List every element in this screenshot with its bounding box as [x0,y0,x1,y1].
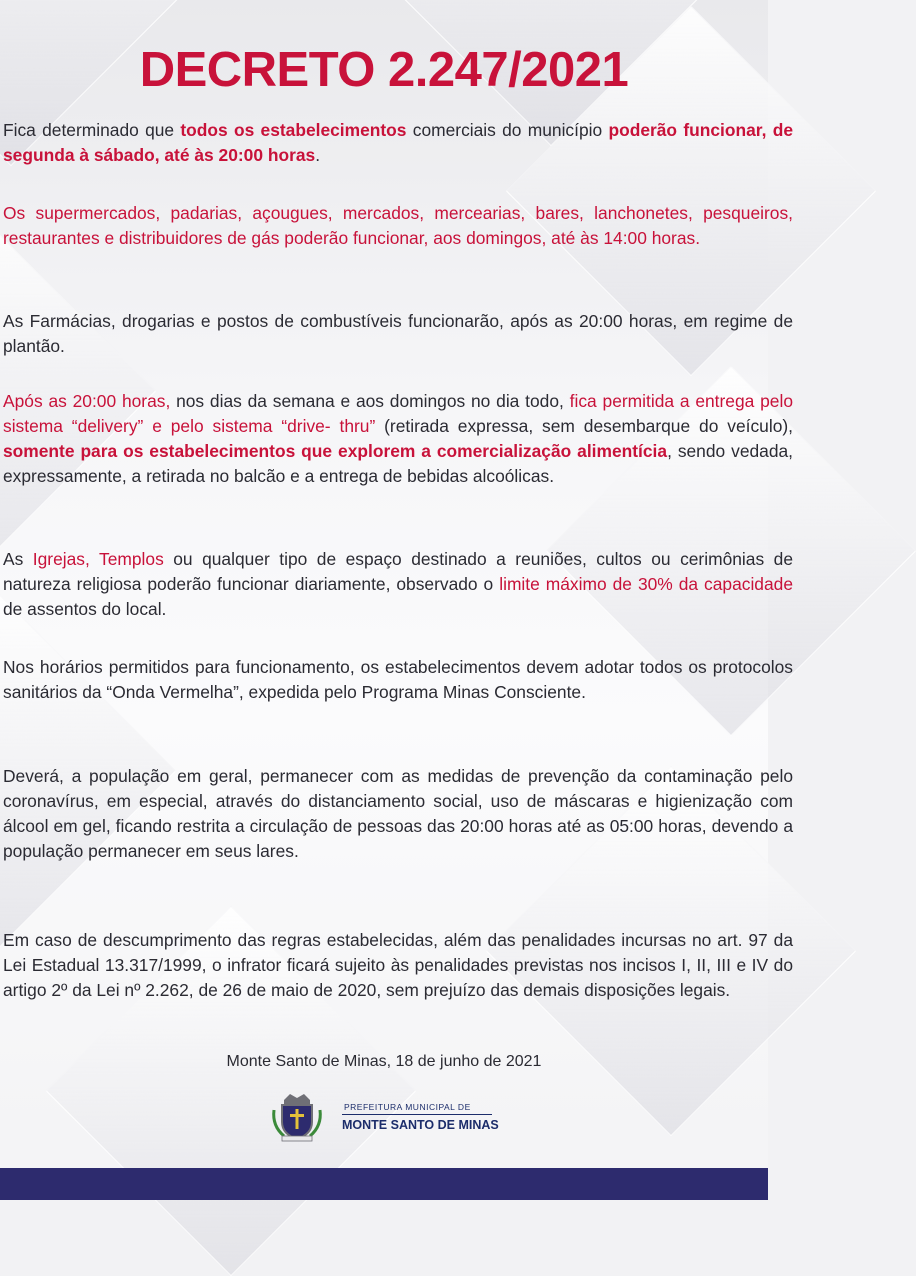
signature-date: Monte Santo de Minas, 18 de junho de 2021 [226,1053,542,1070]
paragraph-delivery [3,389,793,489]
logo-divider [342,1114,492,1115]
highlighted-text: Após as 20:00 horas, [3,391,171,411]
paragraph-opening-hours [3,118,793,168]
highlighted-text: somente para os estabelecimentos que explorem a comercialização alimentícia [3,441,668,461]
paragraph-text: nos dias da semana e aos domingos no dia todo, [170,391,570,411]
paragraph-text: As [3,549,33,569]
paragraph-text: ou qualquer tipo de espaço destinado a reuniões, cultos ou cerimônias de natureza religiosa poderão funcionar diariamente, observado o [3,549,793,594]
highlighted-text: poderão funcionar, de segunda à sábado, até às 20:00 horas [3,120,793,165]
paragraph-text: (retirada expressa, sem desembarque do veículo), [375,416,793,436]
highlighted-text: limite máximo de 30% da capacidade [499,574,793,594]
paragraph-text: comerciais do município [406,120,609,140]
paragraph-protocols [3,655,793,705]
logo-line-1: PREFEITURA MUNICIPAL DE [344,1102,471,1112]
footer-bar [0,1168,768,1200]
paragraph-penalties [3,928,793,1003]
paragraph-text: de assentos do local. [3,599,167,619]
paragraph-text: Fica determinado que [3,120,181,140]
paragraph-text: Em caso de descumprimento das regras estabelecidas, além das penalidades incursas no art. 97 da Lei Estadual 13.317/1999, o infrator ficará sujeito às penalidades previstas nos incisos I, II, III e IV do artigo 2º da Lei nº 2.262, de 26 de maio de 2020, sem prejuízo das demais disposições legais. [3,930,793,1000]
paragraph-text: , sendo vedada, expressamente, a retirada no balcão e a entrega de bebidas alcoólicas. [3,441,794,486]
paragraph-text: Nos horários permitidos para funcionamento, os estabelecimentos devem adotar todos os protocolos sanitários da “Onda Vermelha”, expedida pelo Programa Minas Consciente. [3,657,793,702]
paragraph-text: Deverá, a população em geral, permanecer com as medidas de prevenção da contaminação pelo coronavírus, em especial, através do distanciamento social, uso de máscaras e higienização com álcool em gel, ficando restrita a circulação de pessoas das 20:00 horas até as 05:00 horas, devendo a população permanecer em seus lares. [3,766,793,861]
paragraph-churches [3,547,793,622]
logo-line-2: MONTE SANTO DE MINAS [342,1118,499,1132]
highlighted-text: todos os estabelecimentos [180,120,407,140]
paragraph-text: . [315,145,321,165]
highlighted-text: fica permitida a entrega pelo sistema “delivery” e pelo sistema “drive- thru” [3,391,793,436]
page-title: DECRETO 2.247/2021 [139,43,629,97]
paragraph-pharmacies [3,309,793,359]
municipal-crest-icon [270,1092,324,1142]
municipal-logo [270,1092,510,1142]
paragraph-text: As Farmácias, drogarias e postos de combustíveis funcionarão, após as 20:00 horas, em regime de plantão. [3,311,793,356]
highlighted-text: Igrejas, Templos [32,549,164,569]
highlighted-text: Os supermercados, padarias, açougues, mercados, mercearias, bares, lanchonetes, pesqueiros, restaurantes e distribuidores de gás poderão funcionar, aos domingos, até às 14:00 horas. [3,203,793,248]
paragraph-sunday-rules [3,201,793,251]
paragraph-prevention [3,764,793,864]
